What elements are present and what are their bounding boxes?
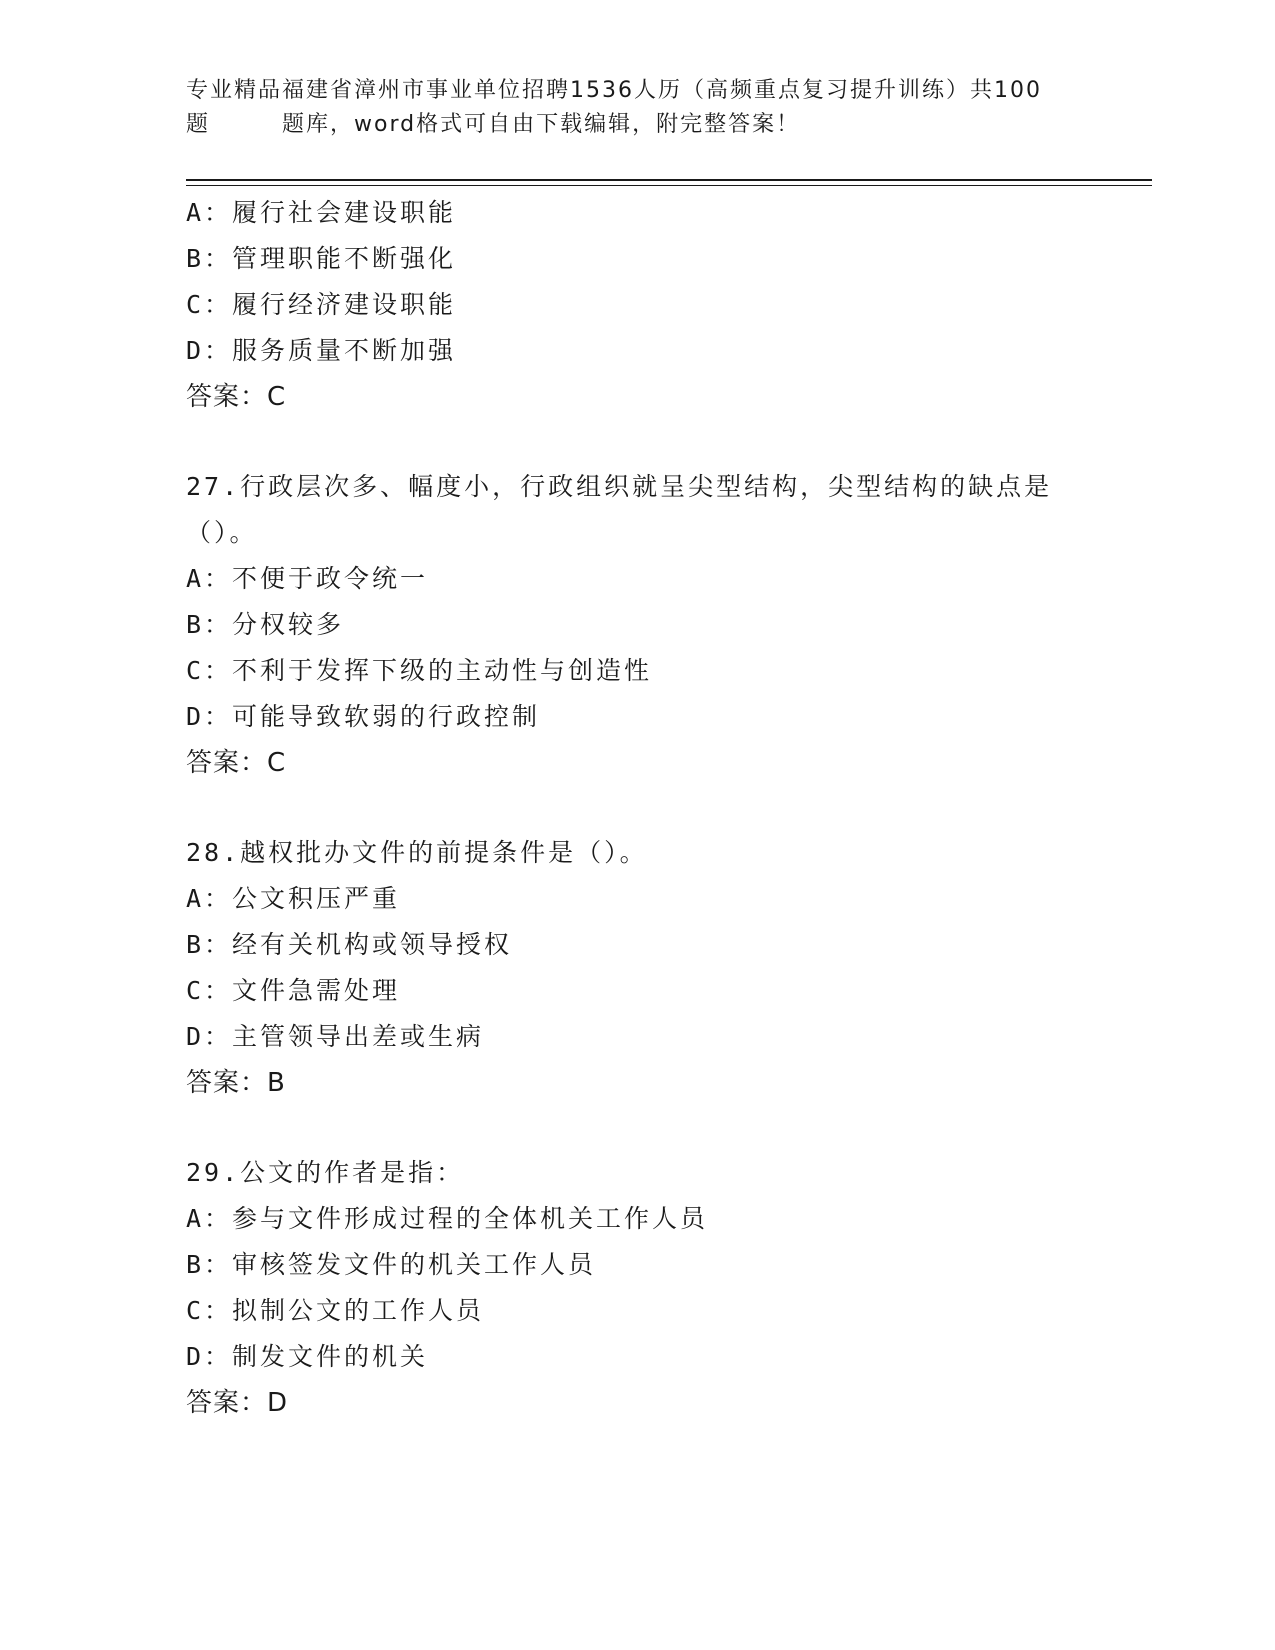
question-line: C：文件急需处理 [186,976,401,1005]
question-line: A：参与文件形成过程的全体机关工作人员 [186,1204,709,1233]
header-line-1: 专业精品福建省漳州市事业单位招聘1536人历（高频重点复习提升训练）共100 [186,78,1042,103]
question-line: B：管理职能不断强化 [186,244,457,273]
question-line: 28.越权批办文件的前提条件是（）。 [186,838,648,867]
question-line: B：经有关机构或领导授权 [186,930,513,959]
question-line: A：公文积压严重 [186,884,401,913]
answer-line: 答案：C [186,382,287,412]
header-rule-thin [186,185,1152,186]
header-line-2 [186,108,1066,142]
question-line: C：拟制公文的工作人员 [186,1296,485,1325]
question-line: B：分权较多 [186,610,345,639]
answer-line: 答案：B [186,1068,286,1098]
question-block [186,190,1086,420]
question-line: D：主管领导出差或生病 [186,1022,485,1051]
answer-line: 答案：D [186,1388,289,1418]
question-block [186,1150,1086,1426]
document-header [186,74,1066,142]
question-line: C：不利于发挥下级的主动性与创造性 [186,656,653,685]
header-rule-thick [186,179,1152,181]
header-line-2-start: 题 [186,112,211,137]
question-line: （）。 [186,518,258,547]
question-line: D：服务质量不断加强 [186,336,457,365]
question-block [186,830,1086,1106]
question-line: A：不便于政令统一 [186,564,429,593]
answer-line: 答案：C [186,748,287,778]
question-line: 29.公文的作者是指： [186,1158,465,1187]
question-line: 27.行政层次多、幅度小，行政组织就呈尖型结构，尖型结构的缺点是 [186,472,1053,501]
question-line: D：制发文件的机关 [186,1342,429,1371]
block-spacer [186,420,1086,464]
question-line: C：履行经济建设职能 [186,290,457,319]
block-spacer [186,1106,1086,1150]
header-line-2-rest: 题库，word格式可自由下载编辑，附完整答案！ [282,112,801,137]
question-line: D：可能导致软弱的行政控制 [186,702,541,731]
question-block [186,464,1086,786]
question-list [186,190,1086,1426]
question-line: B：审核签发文件的机关工作人员 [186,1250,597,1279]
question-line: A：履行社会建设职能 [186,198,457,227]
block-spacer [186,786,1086,830]
